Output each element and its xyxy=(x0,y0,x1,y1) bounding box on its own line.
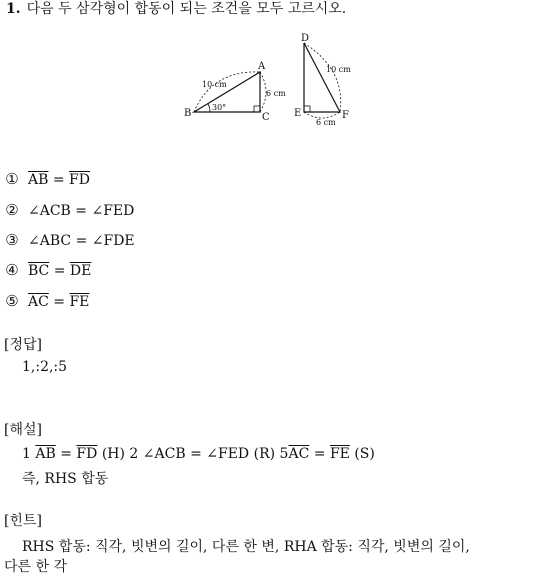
answer-value: 1,:2,:5 xyxy=(22,359,68,375)
hint-line-2: 다른 한 각 xyxy=(4,559,67,575)
hint-line-1: RHS 합동: 직각, 빗변의 길이, 다른 한 변, RHA 합동: 직각, 빗변의 길이, xyxy=(22,539,470,555)
right-angle-e xyxy=(304,106,310,112)
triangle-def xyxy=(304,43,340,112)
option-4[interactable] xyxy=(4,261,91,280)
label-10cm-ab: 10 cm xyxy=(202,80,227,89)
angle-right: ∠FDE xyxy=(91,233,135,249)
equals-sign: = xyxy=(52,172,65,188)
label-c: C xyxy=(262,112,270,123)
segment-left: $\overline{AC}$ xyxy=(28,294,49,310)
label-6cm-ef: 6 cm xyxy=(316,118,336,127)
explanation-header: [해설] xyxy=(4,422,42,438)
label-d: D xyxy=(301,33,310,44)
option-3[interactable] xyxy=(4,231,135,250)
equals-sign: = xyxy=(75,233,88,249)
label-a: A xyxy=(258,61,266,72)
label-e: E xyxy=(294,108,302,119)
option-2[interactable] xyxy=(4,201,134,220)
segment-right: $\overline{DE}$ xyxy=(69,263,92,279)
question-number: 1. xyxy=(6,1,21,17)
label-6cm-ac: 6 cm xyxy=(266,89,286,98)
hint-header: [힌트] xyxy=(4,513,42,529)
angle-right: ∠FED xyxy=(91,203,135,219)
option-1[interactable] xyxy=(4,170,90,189)
segment-right: $\overline{FD}$ xyxy=(69,172,90,188)
option-mark: ② xyxy=(5,201,19,219)
equals-sign: = xyxy=(53,263,66,279)
angle-b-arc xyxy=(208,104,210,112)
option-mark: ④ xyxy=(5,261,19,279)
equals-sign: = xyxy=(53,294,66,310)
question xyxy=(6,0,346,18)
explanation-line-2: 즉, RHS 합동 xyxy=(22,471,109,487)
equals-sign: = xyxy=(75,203,88,219)
segment-left: $\overline{AB}$ xyxy=(28,172,49,188)
segment-right: $\overline{FE}$ xyxy=(69,294,90,310)
option-mark: ① xyxy=(5,170,19,188)
label-b: B xyxy=(184,108,192,119)
segment-left: $\overline{BC}$ xyxy=(28,263,50,279)
label-30deg: 30° xyxy=(212,103,227,112)
label-10cm-df: 10 cm xyxy=(326,65,351,74)
explanation-line-1: 1 $\overline{AB} = \overline{FD}$ (H) 2 ∠ACB = ∠FED (R) $5\overline{AC} = \overline{FE}$ (S) xyxy=(22,446,375,462)
triangle-abc xyxy=(194,72,260,112)
option-5[interactable] xyxy=(4,292,89,311)
answer-header: [정답] xyxy=(4,337,42,353)
option-mark: ⑤ xyxy=(5,292,19,310)
triangle-figure xyxy=(180,30,370,130)
angle-left: ∠ABC xyxy=(28,233,72,249)
question-text: 다음 두 삼각형이 합동이 되는 조건을 모두 고르시오. xyxy=(26,1,347,17)
label-f: F xyxy=(342,110,349,121)
angle-left: ∠ACB xyxy=(28,203,71,219)
right-angle-c xyxy=(254,106,260,112)
option-mark: ③ xyxy=(5,231,19,249)
